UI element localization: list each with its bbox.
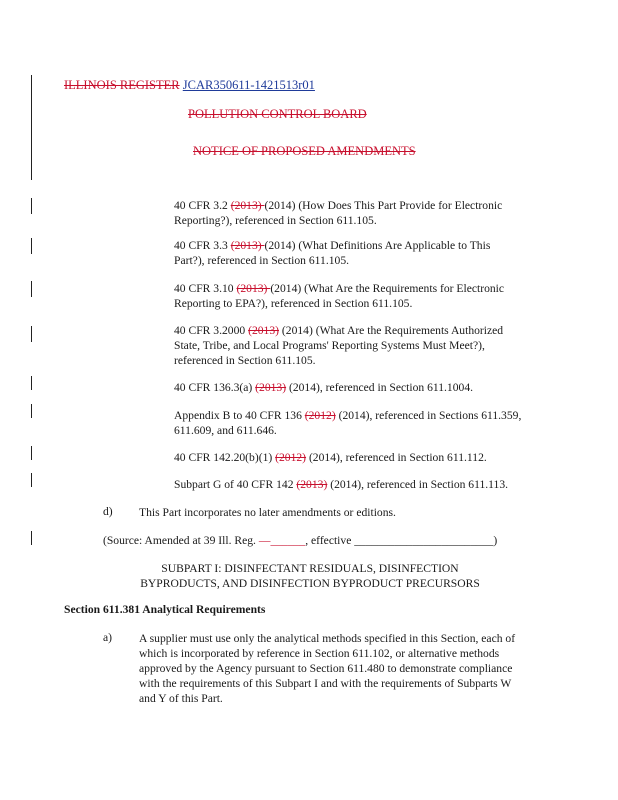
citation-item: Appendix B to 40 CFR 136 (2012) (2014), referenced in Sections 611.359, 611.609, and 611.646. xyxy=(174,409,522,437)
citation-item: 40 CFR 3.10 (2013) (2014) (What Are the Requirements for Electronic Reporting to EPA?), referenced in Section 611.105. xyxy=(174,282,505,310)
citation-item: 40 CFR 3.3 (2013) (2014) (What Definitions Are Applicable to This Part?), referenced in Section 611.105. xyxy=(174,239,491,267)
item-d-label: d) xyxy=(103,505,113,518)
citation-item: 40 CFR 3.2 (2013) (2014) (How Does This Part Provide for Electronic Reporting?), referenced in Section 611.105. xyxy=(174,199,503,227)
document-id: JCAR350611-1421513r01 xyxy=(182,78,315,92)
citation-item: 40 CFR 136.3(a) (2013) (2014), referenced in Section 611.1004. xyxy=(174,381,474,394)
register-title: ILLINOIS REGISTER xyxy=(64,78,180,92)
change-bar xyxy=(31,238,32,254)
citation-item: 40 CFR 142.20(b)(1) (2012) (2014), referenced in Section 611.112. xyxy=(174,451,487,464)
citation-item: Subpart G of 40 CFR 142 (2013) (2014), referenced in Section 611.113. xyxy=(174,478,509,491)
item-a-text: A supplier must use only the analytical methods specified in this Section, each of which is incorporated by reference in Section 611.102, or alternative methods approved by the Agency pursuant to Section 611.480 to demonstrate compliance with the requirements of this Subpart I and with the requirements of Subparts W and Y of this Part. xyxy=(139,632,516,705)
citation-item: 40 CFR 3.2000 (2013) (2014) (What Are the Requirements Authorized State, Tribe, and Local Programs' Reporting Systems Must Meet?), referenced in Section 611.105. xyxy=(174,324,504,367)
subpart-heading: SUBPART I: DISINFECTANT RESIDUALS, DISINFECTION BYPRODUCTS, AND DISINFECTION BYPRODUCT PRECURSORS xyxy=(140,562,480,590)
change-bar xyxy=(31,473,32,487)
section-heading: Section 611.381 Analytical Requirements xyxy=(64,603,266,616)
item-d-text: This Part incorporates no later amendments or editions. xyxy=(139,506,396,519)
change-bar xyxy=(31,531,32,545)
item-a-label: a) xyxy=(103,631,113,644)
change-bar xyxy=(31,281,32,297)
change-bar xyxy=(31,198,32,214)
change-bar xyxy=(31,446,32,460)
change-bar xyxy=(31,404,32,418)
change-bar xyxy=(31,75,32,180)
register-header xyxy=(64,78,315,93)
notice-title: NOTICE OF PROPOSED AMENDMENTS xyxy=(193,144,416,158)
change-bar xyxy=(31,326,32,342)
change-bar xyxy=(31,376,32,390)
source-note: (Source: Amended at 39 Ill. Reg. —______, effective ________________________) xyxy=(103,534,498,547)
agency-title: POLLUTION CONTROL BOARD xyxy=(188,107,367,121)
